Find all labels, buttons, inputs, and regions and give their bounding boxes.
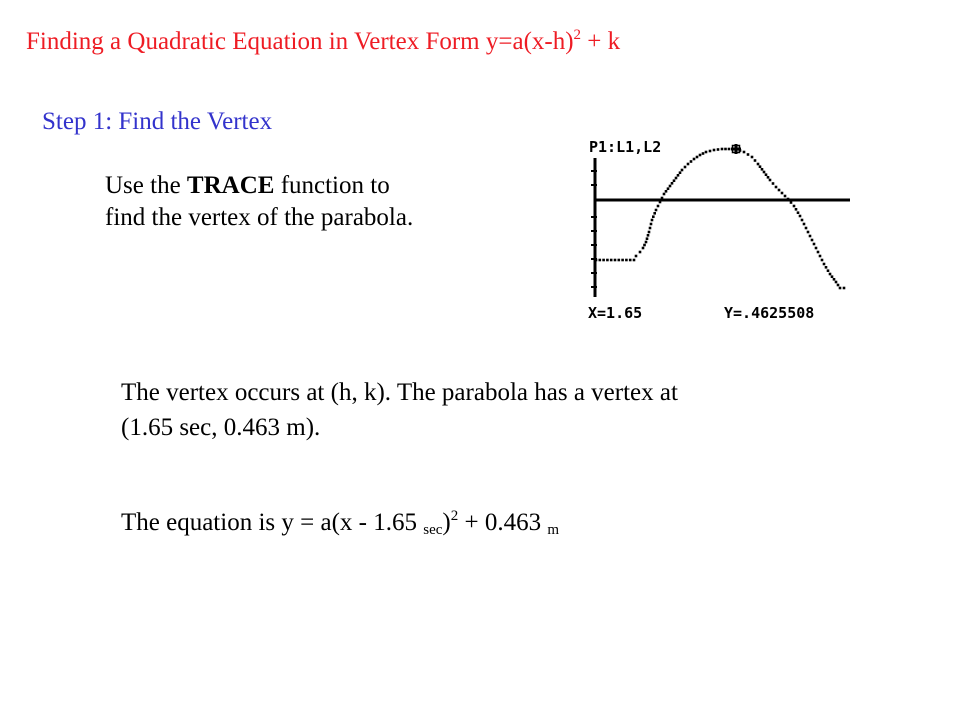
trace-dot xyxy=(639,251,642,254)
unit-m: m xyxy=(547,522,559,538)
trace-dot xyxy=(835,281,838,284)
trace-dot xyxy=(649,227,652,230)
trace-dot xyxy=(759,165,762,168)
trace-dot xyxy=(665,190,668,193)
trace-dot xyxy=(767,176,770,179)
trace-dot xyxy=(784,195,787,198)
trace-dot xyxy=(819,255,822,258)
trace-dot xyxy=(669,185,672,188)
instruction-suffix: function to xyxy=(274,172,390,199)
equation-middle: + 0.463 xyxy=(458,509,548,536)
trace-dot xyxy=(827,269,830,272)
trace-dot xyxy=(825,266,828,269)
trace-cursor xyxy=(731,144,741,154)
instruction-line2: find the vertex of the parabola. xyxy=(105,204,414,231)
vertex-line2: (1.65 sec, 0.463 m). xyxy=(121,414,321,441)
plot-label: P1:L1,L2 xyxy=(589,138,662,156)
trace-dot xyxy=(681,169,684,172)
trace-dot xyxy=(815,247,818,250)
trace-dot xyxy=(673,179,676,182)
trace-dot xyxy=(693,158,696,161)
trace-dot xyxy=(775,186,778,189)
trace-dot xyxy=(805,227,808,230)
trace-dot xyxy=(831,275,834,278)
trace-dot xyxy=(713,149,716,152)
trace-dot xyxy=(661,197,664,200)
trace-dot xyxy=(606,259,609,262)
y-axis-tick xyxy=(591,286,597,288)
y-axis-tick xyxy=(591,272,597,274)
trace-dot xyxy=(813,243,816,246)
trace-dot xyxy=(807,231,810,234)
trace-dot xyxy=(618,259,621,262)
trace-dot xyxy=(653,212,656,215)
trace-dot xyxy=(797,211,800,214)
y-axis-tick xyxy=(591,170,597,172)
trace-dot xyxy=(614,259,617,262)
title-tail: + k xyxy=(581,28,621,55)
trace-dot xyxy=(728,148,731,151)
trace-dot xyxy=(645,241,648,244)
trace-dot xyxy=(809,235,812,238)
trace-dot xyxy=(643,244,646,247)
trace-dot xyxy=(652,215,655,218)
trace-dot xyxy=(837,284,840,287)
trace-dot xyxy=(602,259,605,262)
trace-dot xyxy=(839,287,842,290)
trace-dot xyxy=(717,148,720,151)
trace-dot xyxy=(621,259,624,262)
trace-dot xyxy=(761,168,764,171)
trace-dot xyxy=(778,189,781,192)
trace-dot xyxy=(650,223,653,226)
trace-dot xyxy=(677,174,680,177)
y-readout: Y=.4625508 xyxy=(724,304,815,322)
trace-dot xyxy=(699,154,702,157)
trace-dot xyxy=(793,205,796,208)
trace-dot xyxy=(769,179,772,182)
y-axis-tick xyxy=(591,216,597,218)
trace-dot xyxy=(803,223,806,226)
step-heading: Step 1: Find the Vertex xyxy=(42,108,273,135)
vertex-explanation xyxy=(121,375,678,445)
trace-dot xyxy=(646,237,649,240)
equation-exponent: 2 xyxy=(450,508,459,524)
trace-dot xyxy=(799,215,802,218)
vertex-line1: The vertex occurs at (h, k). The parabola has a vertex at xyxy=(121,379,678,406)
trace-dot xyxy=(647,234,650,237)
trace-dot xyxy=(690,160,693,163)
vertex-equation xyxy=(121,507,559,539)
trace-dot xyxy=(795,208,798,211)
trace-dot xyxy=(663,193,666,196)
trace-dot xyxy=(781,192,784,195)
x-readout: X=1.65 xyxy=(588,304,643,322)
trace-dot xyxy=(687,163,690,166)
y-axis-tick xyxy=(591,184,597,186)
trace-dot xyxy=(833,278,836,281)
trace-dot xyxy=(659,201,662,204)
trace-dot xyxy=(751,156,754,159)
trace-dot xyxy=(829,273,832,276)
trace-dot xyxy=(823,263,826,266)
title-text: Finding a Quadratic Equation in Vertex Form y=a(x-h) xyxy=(26,28,574,55)
calculator-screen-background xyxy=(586,132,856,324)
calculator-trace-screen xyxy=(586,132,856,324)
trace-dot xyxy=(671,182,674,185)
trace-dot xyxy=(743,151,746,154)
trace-keyword: TRACE xyxy=(186,172,275,199)
trace-dot xyxy=(765,173,768,176)
trace-dot xyxy=(657,205,660,208)
trace-dot xyxy=(811,239,814,242)
trace-dot xyxy=(790,201,793,204)
trace-dot xyxy=(642,247,645,250)
trace-dot xyxy=(675,177,678,180)
title-exponent: 2 xyxy=(573,27,582,43)
trace-dot xyxy=(757,163,760,166)
trace-dot xyxy=(702,152,705,155)
trace-dot xyxy=(625,259,628,262)
trace-dot xyxy=(821,259,824,262)
instruction-text xyxy=(105,170,413,234)
trace-dot xyxy=(705,151,708,154)
trace-dot xyxy=(595,259,598,262)
instruction-prefix: Use the xyxy=(105,172,187,199)
trace-dot xyxy=(817,251,820,254)
trace-dot xyxy=(724,148,727,151)
trace-dot xyxy=(747,153,750,156)
trace-dot xyxy=(655,209,658,212)
trace-dot xyxy=(667,187,670,190)
trace-dot xyxy=(651,219,654,222)
trace-dot xyxy=(787,198,790,201)
trace-dot xyxy=(772,182,775,185)
y-axis-tick xyxy=(591,230,597,232)
trace-dot xyxy=(635,255,638,258)
trace-dot xyxy=(629,259,632,262)
y-axis-tick xyxy=(591,244,597,246)
equation-prefix: The equation is y = a(x - 1.65 xyxy=(121,509,424,536)
trace-dot xyxy=(679,171,682,174)
trace-dot xyxy=(684,166,687,169)
trace-dot xyxy=(721,148,724,151)
trace-dot xyxy=(801,219,804,222)
trace-dot xyxy=(648,231,651,234)
equation-close-paren: ) xyxy=(442,509,451,536)
unit-sec: sec xyxy=(423,522,443,538)
trace-dot xyxy=(599,259,602,262)
slide-title xyxy=(26,26,620,58)
trace-dot xyxy=(763,171,766,174)
trace-dot xyxy=(633,259,636,262)
trace-dot xyxy=(709,150,712,153)
trace-dot xyxy=(843,287,846,290)
trace-dot xyxy=(754,159,757,162)
trace-dot xyxy=(696,156,699,159)
trace-dot xyxy=(610,259,613,262)
